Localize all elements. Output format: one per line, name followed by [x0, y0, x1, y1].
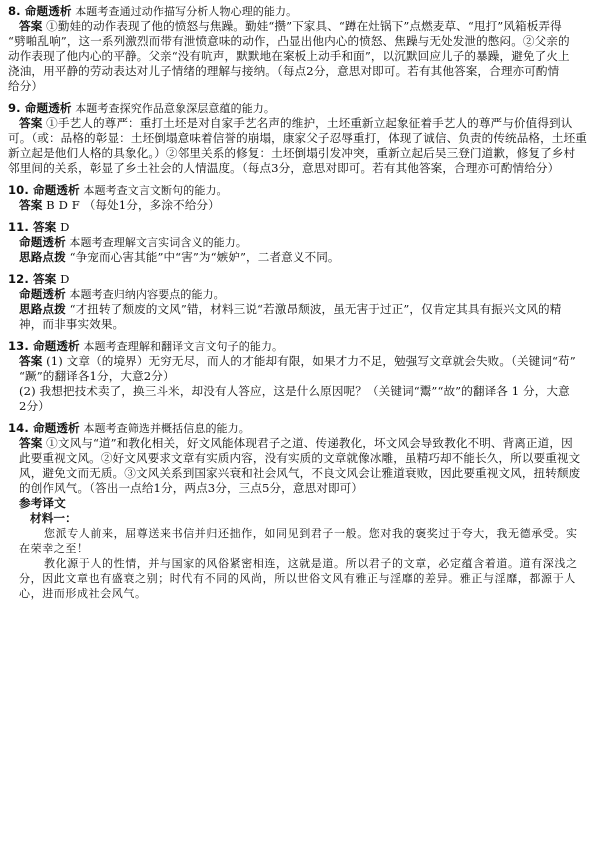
- q8-label: 8. 命题透析: [8, 4, 72, 18]
- text-line: [8, 19, 592, 34]
- text-line: [8, 556, 592, 571]
- hint-label: 思路点拨: [19, 250, 66, 264]
- text-line: [8, 235, 592, 250]
- text-line: [8, 198, 592, 213]
- text-line: [8, 302, 592, 317]
- q13-label: 13. 命题透析: [8, 339, 80, 353]
- q10-intent: 本题考查文言文断句的能力。: [79, 184, 228, 197]
- text-line: [8, 79, 592, 94]
- text-line: [8, 496, 592, 511]
- text-line: [8, 272, 592, 287]
- hint-label: 思路点拨: [19, 302, 66, 316]
- intent-label: 命题透析: [19, 287, 66, 301]
- text-line: [8, 451, 592, 466]
- text-line: [8, 436, 592, 451]
- hint-text: 神，而非事实效果。: [19, 317, 125, 331]
- answer-text: D: [56, 272, 70, 286]
- q14-intent: 本题考查筛选并概括信息的能力。: [79, 422, 250, 435]
- intent-text: 本题考查归纳内容要点的能力。: [65, 288, 225, 301]
- answer-text: “蹶”的翻译各1分，大意2分）: [19, 369, 175, 383]
- answer-text: (1) 文章（的境界）无穷无尽，而人的才能却有限，如果才力不足，勉强写文章就会失败。（关键词“苟”: [42, 354, 576, 368]
- text-line: [8, 541, 592, 556]
- q11-label: 11. 答案: [8, 220, 57, 234]
- q10-label: 10. 命题透析: [8, 183, 80, 197]
- text-line: [8, 339, 592, 354]
- answer-text: 的创作风气。（答出一点给1分，两点3分，三点5分，意思对即可）: [19, 481, 364, 495]
- answer-text: ①文风与“道”和教化相关，好文风能体现君子之道、传递教化，坏文风会导致教化不明、背离正道，因: [42, 436, 573, 450]
- text-line: [8, 131, 592, 146]
- text-line: [8, 220, 592, 235]
- answer-label: 答案: [19, 436, 43, 450]
- hint-text: “争宠而心害其能”中“害”为“嫉妒”，二者意义不同。: [65, 250, 340, 264]
- translation-text: 在荣幸之至！: [19, 542, 89, 555]
- answer-label: 答案: [19, 19, 43, 33]
- intent-text: 本题考查理解文言实词含义的能力。: [65, 236, 247, 249]
- answer-text: 动作表现了他内心的平静。父亲“没有吭声，默默地在案板上动手和面”，以沉默回应儿子的暴躁，避免了火上: [8, 49, 570, 63]
- q12-label: 12. 答案: [8, 272, 57, 286]
- text-line: [8, 511, 592, 526]
- text-line: [8, 571, 592, 586]
- q8-intent: 本题考查通过动作描写分析人物心理的能力。: [71, 5, 298, 18]
- q14-label: 14. 命题透析: [8, 421, 80, 435]
- text-line: [8, 250, 592, 265]
- answer-text: B D F （每处1分，多涂不给分）: [42, 198, 220, 212]
- text-line: [8, 64, 592, 79]
- translation-text: 您派专人前来，屈尊送来书信并归还拙作，如同见到君子一般。您对我的褒奖过于夸大，我无德承受。实: [44, 527, 578, 540]
- answer-text: 2分）: [19, 399, 50, 413]
- answer-text: 浇油，用平静的劳动表达对儿子情绪的理解与接纳。（每点2分，意思对即可。若有其他答案，合理亦可酌情: [8, 64, 560, 78]
- text-line: [8, 384, 592, 399]
- q9-label: 9. 命题透析: [8, 101, 72, 115]
- text-line: [8, 287, 592, 302]
- text-line: [8, 354, 592, 369]
- text-line: [8, 526, 592, 541]
- text-line: [8, 481, 592, 496]
- answer-text: D: [56, 220, 70, 234]
- answer-label: 答案: [19, 354, 43, 368]
- answer-text: 新立起是他们人格的具象化。）②邻里关系的修复：土坯倒塌引发冲突，重新立起后吴三登门道歉，修复了乡村: [8, 146, 576, 160]
- answer-text: 给分）: [8, 79, 44, 93]
- text-line: [8, 421, 592, 436]
- answer-text: 可。（或：品格的彰显：土坯倒塌意味着信誉的崩塌，康家父子忍辱重打，体现了诚信、负责的传统品格，土坯重: [8, 131, 587, 145]
- material-one-heading: 材料一：: [30, 511, 77, 525]
- text-line: [8, 399, 592, 414]
- answer-text: 此要重视文风。②好文风要求文章有实质内容，没有实质的文章就像冰雕，虽精巧却不能长久，所以要重视文: [19, 451, 581, 465]
- translation-text: 教化源于人的性情，并与国家的风俗紧密相连，这就是道。所以君子的文章，必定蕴含着道。道有深浅之: [44, 557, 578, 570]
- translation-heading: 参考译文: [19, 496, 66, 510]
- text-line: [8, 101, 592, 116]
- intent-label: 命题透析: [19, 235, 66, 249]
- q13-intent: 本题考查理解和翻译文言文句子的能力。: [79, 340, 284, 353]
- translation-text: 分，因此文章也有盛衰之别；时代有不同的风尚，所以世俗文风有雅正与淫靡的差异。雅正与淫靡，都源于人: [19, 572, 576, 585]
- text-line: [8, 369, 592, 384]
- text-line: [8, 34, 592, 49]
- text-line: [8, 317, 592, 332]
- text-line: [8, 146, 592, 161]
- text-line: [8, 161, 592, 176]
- text-line: [8, 183, 592, 198]
- answer-text: “劈啪乱响”，这一系列激烈而带有泄愤意味的动作，凸显出他内心的愤怒、焦躁与无处发泄的憋闷。②父亲的: [8, 34, 570, 48]
- answer-label: 答案: [19, 116, 43, 130]
- answer-text: 风，避免文而无质。③文风关系到国家兴衰和社会风气，不良文风会让雅道衰败，因此要重视文风，扭转颓废: [19, 466, 581, 480]
- answer-text: ①手艺人的尊严：重打土坯是对自家手艺名声的维护，土坯重新立起象征着手艺人的尊严与价值得到认: [42, 116, 573, 130]
- text-line: [8, 49, 592, 64]
- text-line: [8, 4, 592, 19]
- text-line: [8, 116, 592, 131]
- hint-text: “才扭转了颓废的文风”错，材料三说“若激昂颓波，虽无害于过正”，仅肯定其具有振兴文风的精: [65, 302, 562, 316]
- answer-text: 邻里间的关系，彰显了乡土社会的人情温度。（每点3分，意思对即可。若有其他答案，合理亦可酌情给分）: [8, 161, 560, 175]
- q9-intent: 本题考查探究作品意象深层意蕴的能力。: [71, 102, 275, 115]
- answer-text: ①勤娃的动作表现了他的愤怒与焦躁。勤娃“攒”下家具、“蹲在灶锅下”点燃麦草、“甩打”风箱板弄得: [42, 19, 562, 33]
- translation-text: 心，进而形成社会风气。: [19, 587, 147, 600]
- answer-text: (2) 我想把技术卖了，换三斗米，却没有人答应，这是什么原因呢？（关键词“鬻”“故”的翻译各 1 分，大意: [19, 384, 570, 398]
- text-line: [8, 586, 592, 601]
- answer-label: 答案: [19, 198, 43, 212]
- text-line: [8, 466, 592, 481]
